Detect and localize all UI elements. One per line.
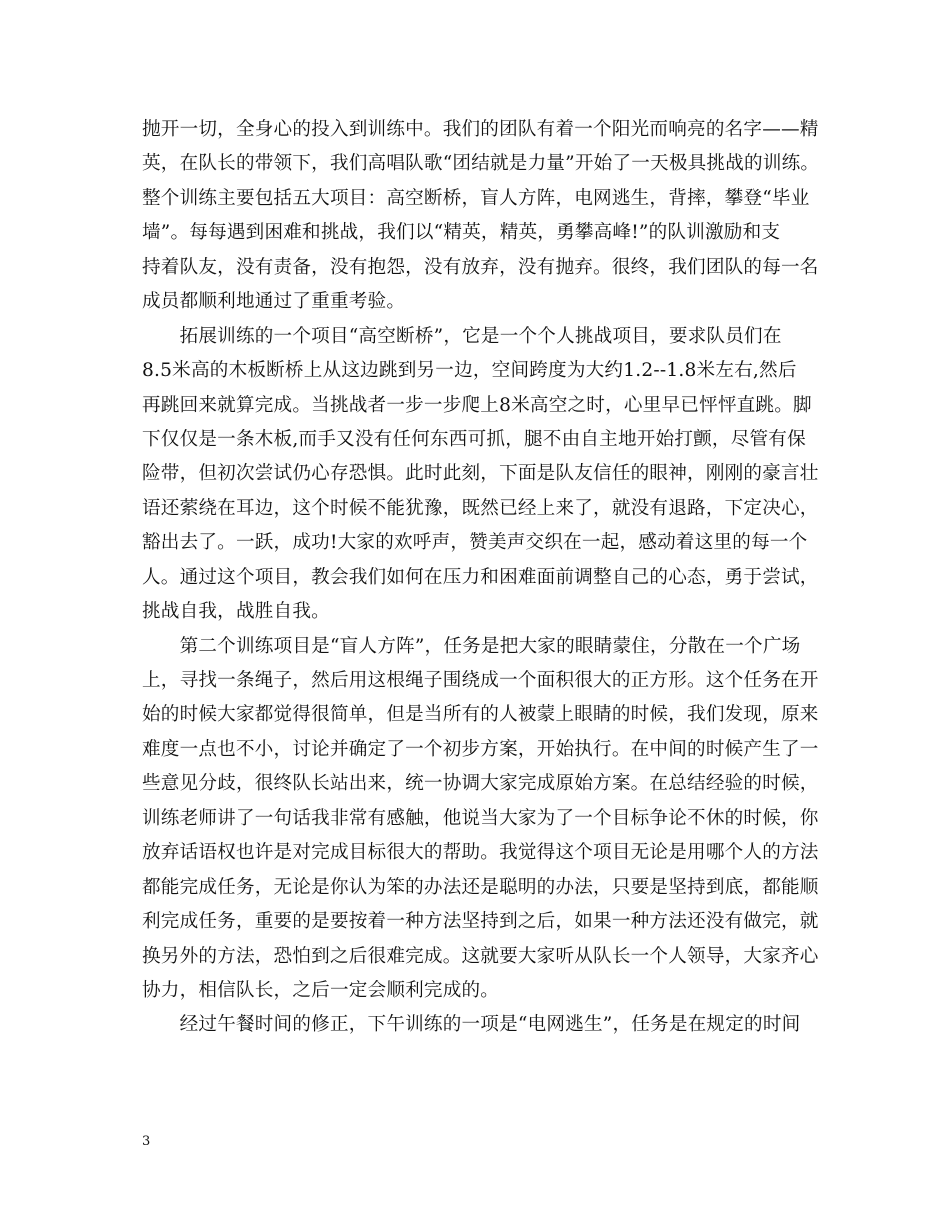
- body-text: [142, 113, 822, 1043]
- text-line: 成员都顺利地通过了重重考验。: [142, 291, 406, 313]
- text-line: 挑战自我，战胜自我。: [142, 601, 330, 623]
- text-line: 经过午餐时间的修正，下午训练的一项是“电网逃生”，任务是在规定的时间: [142, 1014, 801, 1036]
- text-line: 第二个训练项目是“盲人方阵”，任务是把大家的眼睛蒙住，分散在一个广场: [142, 635, 801, 657]
- text-line: 协力，相信队长，之后一定会顺利完成的。: [142, 979, 500, 1001]
- text-line: 语还萦绕在耳边，这个时候不能犹豫，既然已经上来了，就没有退路，下定决心，: [142, 497, 819, 519]
- text-line: 整个训练主要包括五大项目：高空断桥，盲人方阵，电网逃生，背摔，攀登“毕业: [142, 187, 810, 209]
- text-line: 英，在队长的带领下，我们高唱队歌“团结就是力量”开始了一天极具挑战的训练。: [142, 153, 820, 175]
- text-line: 人。通过这个项目，教会我们如何在压力和困难面前调整自己的心态，勇于尝试，: [142, 566, 819, 588]
- text-line: 些意见分歧，很终队长站出来，统一协调大家完成原始方案。在总结经验的时候，: [142, 773, 819, 795]
- text-line: 险带，但初次尝试仍心存恐惧。此时此刻，下面是队友信任的眼神，刚刚的豪言壮: [142, 463, 819, 485]
- text-line: 持着队友，没有责备，没有抱怨，没有放弃，没有抛弃。很终，我们团队的每一名: [142, 256, 819, 278]
- text-line: 再跳回来就算完成。当挑战者一步一步爬上8米高空之时，心里早已怦怦直跳。脚: [142, 394, 812, 416]
- text-line: 换另外的方法，恐怕到之后很难完成。这就要大家听从队长一个人领导，大家齐心: [142, 945, 819, 967]
- text-line: 利完成任务，重要的是要按着一种方法坚持到之后，如果一种方法还没有做完，就: [142, 911, 819, 933]
- text-line: 始的时候大家都觉得很简单，但是当所有的人被蒙上眼睛的时候，我们发现，原来: [142, 704, 819, 726]
- text-line: 都能完成任务，无论是你认为笨的办法还是聪明的办法，只要是坚持到底，都能顺: [142, 876, 819, 898]
- text-line: 放弃话语权也许是对完成目标很大的帮助。我觉得这个项目无论是用哪个人的方法: [142, 842, 819, 864]
- text-line: 墙”。每每遇到困难和挑战，我们以“精英，精英，勇攀高峰!”的队训激励和支: [142, 222, 781, 244]
- text-line: 拓展训练的一个项目“高空断桥”，它是一个个人挑战项目，要求队员们在: [142, 325, 782, 347]
- text-line: 8.5米高的木板断桥上从这边跳到另一边，空间跨度为大约1.2--1.8米左右,然后: [142, 360, 797, 382]
- text-line: 下仅仅是一条木板,而手又没有任何东西可抓，腿不由自主地开始打颤，尽管有保: [142, 428, 806, 450]
- text-line: 上，寻找一条绳子，然后用这根绳子围绕成一个面积很大的正方形。这个任务在开: [142, 670, 819, 691]
- text-line: 训练老师讲了一句话我非常有感触，他说当大家为了一个目标争论不休的时候，你: [142, 807, 819, 829]
- text-line: 难度一点也不小，讨论并确定了一个初步方案，开始执行。在中间的时候产生了一: [142, 738, 819, 760]
- text-line: 抛开一切，全身心的投入到训练中。我们的团队有着一个阳光而响亮的名字——精: [142, 119, 819, 140]
- page-number: 3: [142, 1134, 151, 1149]
- text-line: 豁出去了。一跃，成功!大家的欢呼声，赞美声交织在一起，感动着这里的每一个: [142, 532, 808, 554]
